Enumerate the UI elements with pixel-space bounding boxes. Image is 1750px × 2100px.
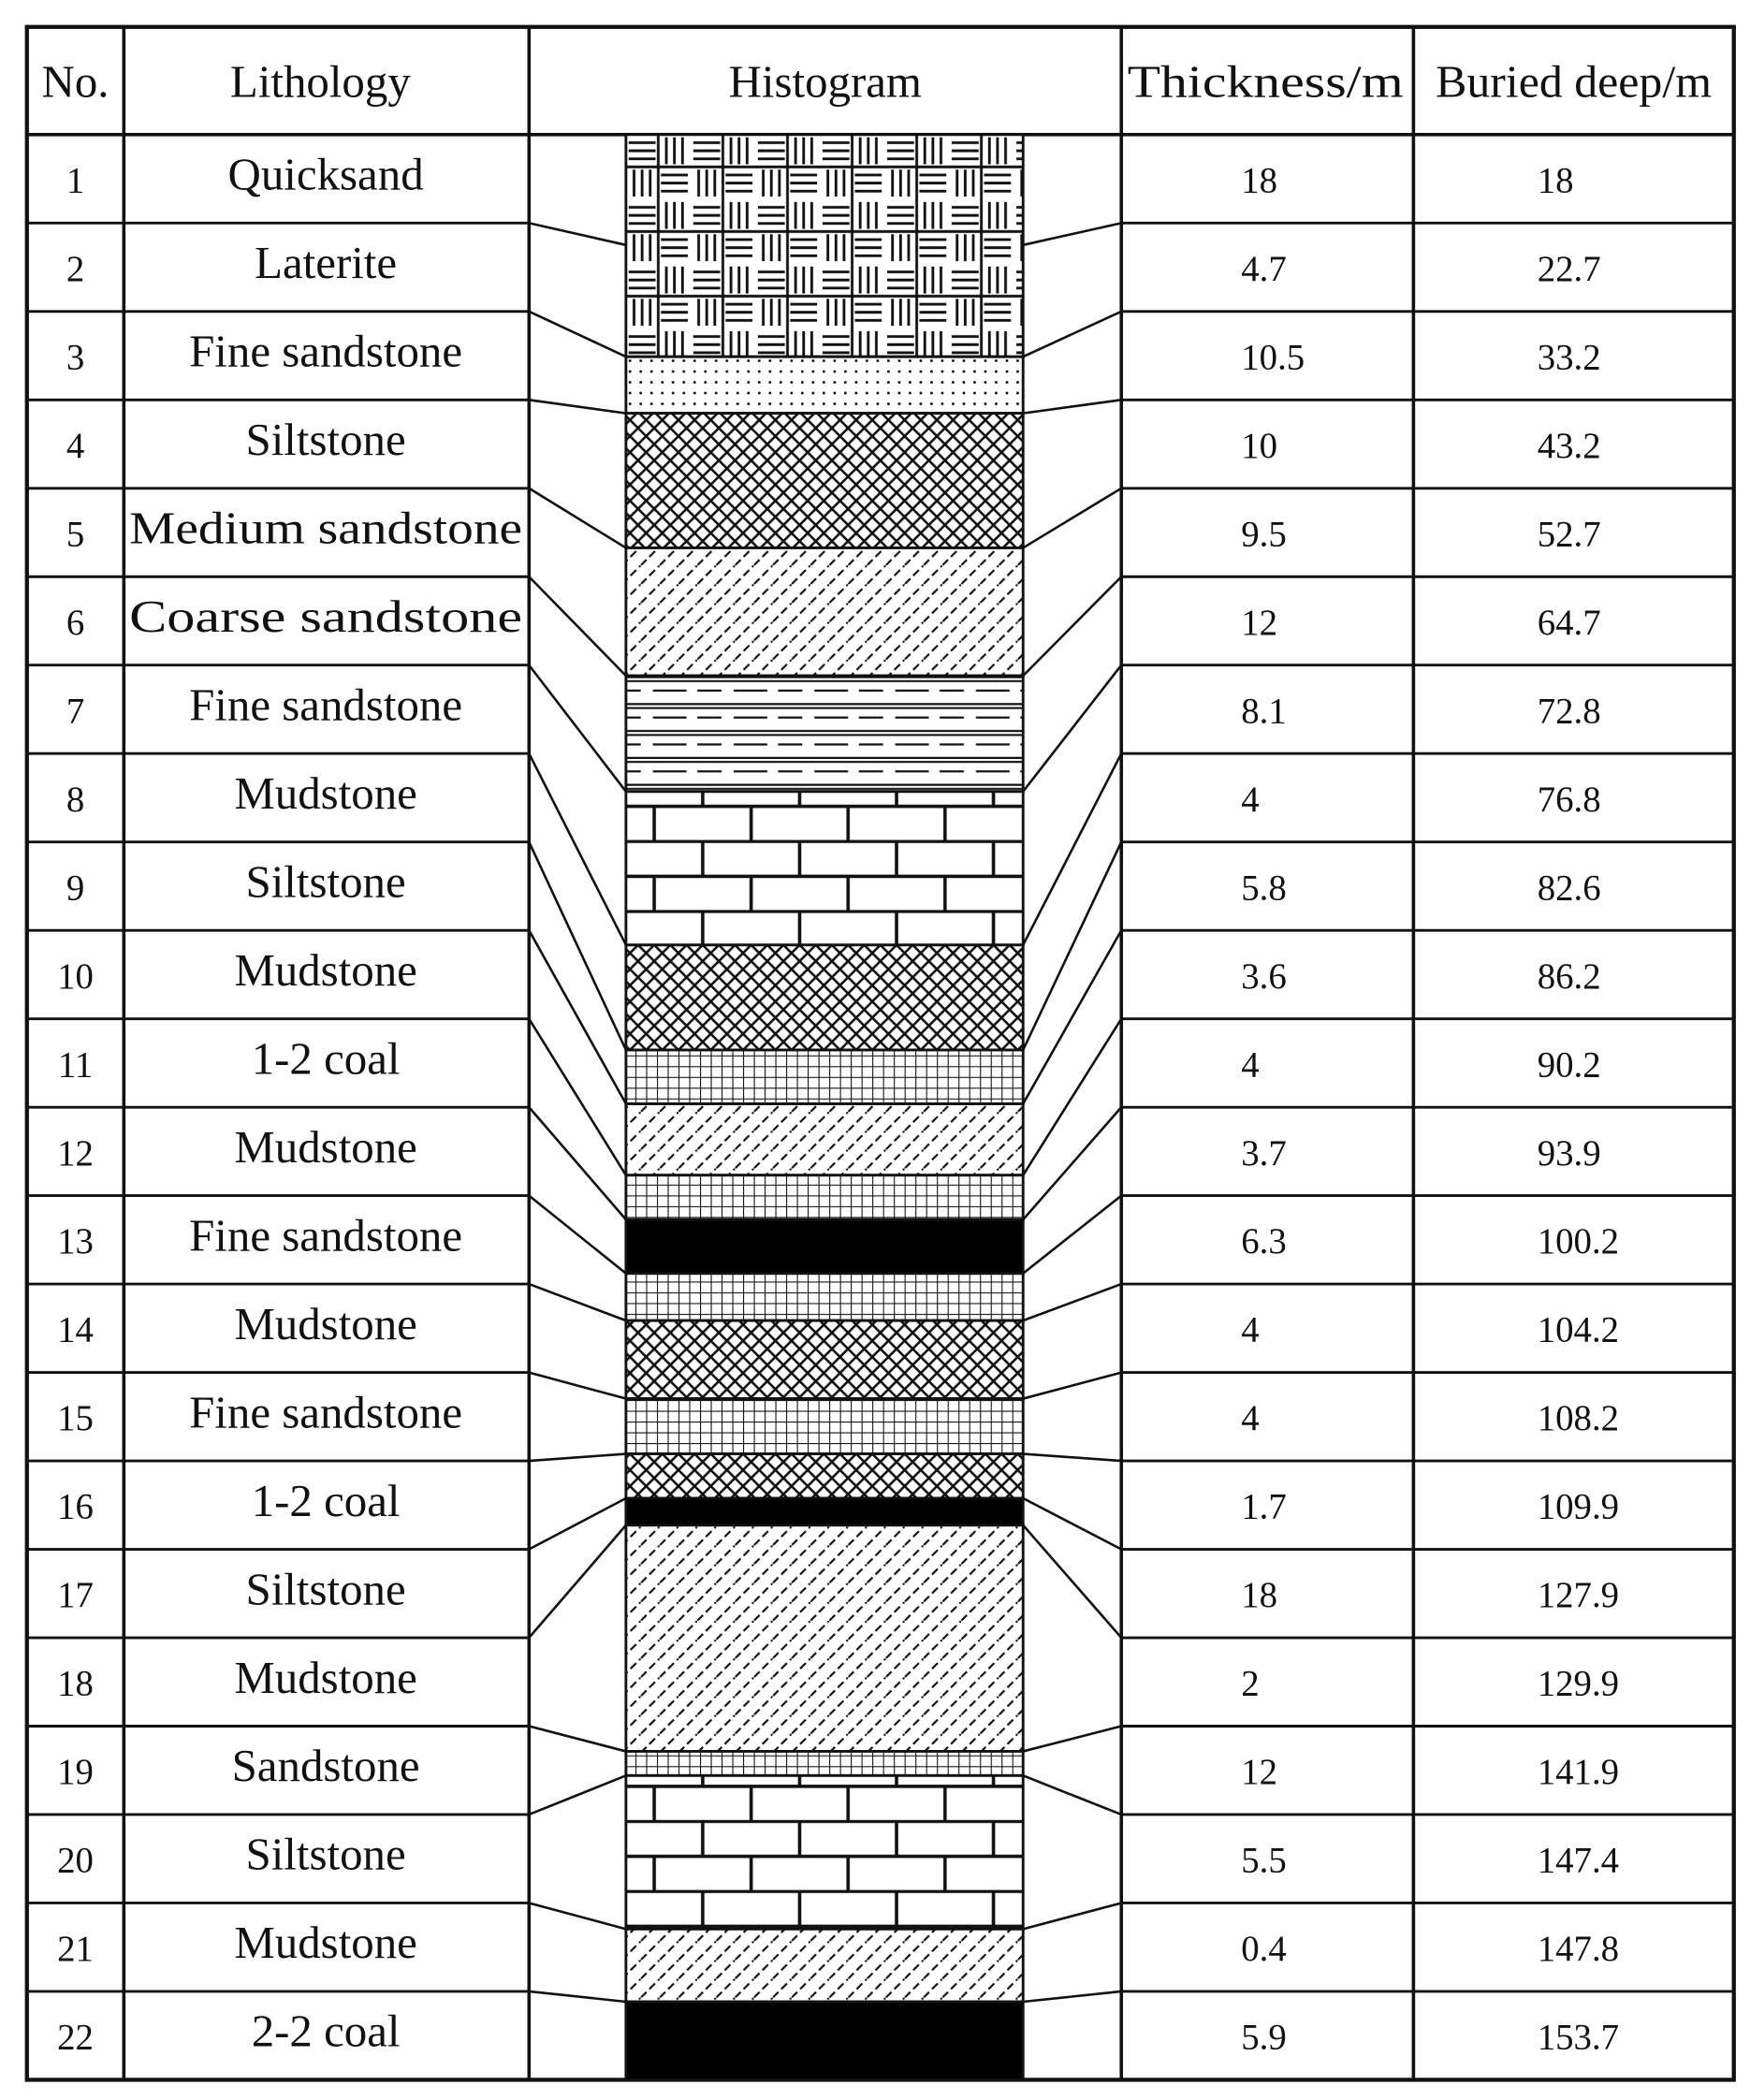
thickness-cell: 4 — [1241, 1398, 1260, 1439]
lithology-cell: Fine sandstone — [189, 1209, 463, 1261]
connector-line — [529, 312, 626, 357]
lithology-cell: Sandstone — [231, 1740, 420, 1792]
connector-line — [1023, 223, 1121, 244]
buried-depth-cell: 104.2 — [1537, 1309, 1620, 1350]
lithology-cell: Siltstone — [245, 1563, 406, 1615]
connector-line — [529, 1196, 626, 1274]
thickness-cell: 4.7 — [1241, 248, 1287, 289]
connector-line — [1023, 312, 1121, 357]
stratum-dots — [626, 357, 1023, 413]
connector-line — [529, 1991, 626, 2002]
connector-line — [529, 400, 626, 413]
row-number: 14 — [57, 1309, 94, 1350]
lithology-cell: 2-2 coal — [251, 2005, 401, 2057]
stratum-crosshatch — [626, 414, 1023, 548]
thickness-cell: 10.5 — [1241, 337, 1305, 378]
connector-line — [529, 1727, 626, 1752]
stratum-grid — [626, 1175, 1023, 1219]
stratum-grid — [626, 1050, 1023, 1104]
lithology-cell: Siltstone — [245, 414, 406, 466]
buried-depth-cell: 64.7 — [1537, 602, 1601, 643]
lithology-cell: Medium sandstone — [129, 502, 523, 554]
connector-line — [1023, 576, 1121, 676]
thickness-cell: 9.5 — [1241, 514, 1287, 555]
connector-line — [529, 1775, 626, 1815]
lithology-cell: 1-2 coal — [251, 1474, 401, 1526]
buried-depth-cell: 22.7 — [1537, 248, 1601, 289]
thickness-cell: 4 — [1241, 1044, 1260, 1086]
row-number: 22 — [57, 2017, 94, 2058]
connector-line — [529, 1373, 626, 1399]
connector-line — [529, 665, 626, 792]
row-number: 2 — [66, 248, 85, 289]
stratum-diagonal — [626, 547, 1023, 676]
buried-depth-cell: 127.9 — [1537, 1575, 1620, 1616]
thickness-cell: 12 — [1241, 1752, 1278, 1793]
buried-depth-cell: 72.8 — [1537, 691, 1601, 732]
row-number: 5 — [66, 514, 85, 555]
connector-line — [1023, 1107, 1121, 1219]
connector-line — [1023, 665, 1121, 792]
buried-depth-cell: 43.2 — [1537, 425, 1601, 466]
lithology-cell: Mudstone — [234, 1297, 417, 1349]
connector-line — [1023, 1373, 1121, 1399]
buried-depth-cell: 86.2 — [1537, 955, 1601, 997]
stratum-crosshatch — [626, 1454, 1023, 1498]
stratum-brick — [626, 792, 1023, 945]
row-number: 21 — [57, 1929, 94, 1970]
stratum-basket — [626, 135, 1023, 357]
stratum-solid — [626, 1498, 1023, 1525]
row-number: 18 — [57, 1663, 94, 1704]
buried-depth-cell: 147.4 — [1537, 1840, 1620, 1881]
thickness-cell: 1.7 — [1241, 1486, 1287, 1527]
stratum-grid — [626, 1274, 1023, 1320]
connector-line — [1023, 1196, 1121, 1274]
stratum-solid — [626, 2002, 1023, 2079]
lithology-cell: Mudstone — [234, 1120, 417, 1173]
thickness-cell: 8.1 — [1241, 691, 1287, 732]
thickness-cell: 3.6 — [1241, 955, 1287, 997]
thickness-cell: 12 — [1241, 602, 1278, 643]
thickness-cell: 10 — [1241, 425, 1278, 466]
stratum-diagonal — [626, 1525, 1023, 1752]
row-number: 3 — [66, 337, 85, 378]
stratum-crosshatch — [626, 1320, 1023, 1398]
stratum-brick — [626, 1775, 1023, 1929]
stratum-crosshatch — [626, 945, 1023, 1050]
buried-depth-cell: 129.9 — [1537, 1663, 1620, 1704]
row-number: 4 — [66, 425, 85, 466]
buried-depth-cell: 18 — [1537, 160, 1574, 201]
connector-line — [1023, 1991, 1121, 2002]
lithology-cell: Siltstone — [245, 855, 406, 908]
thickness-cell: 2 — [1241, 1663, 1260, 1704]
stratum-diagonal — [626, 1104, 1023, 1175]
buried-depth-cell: 100.2 — [1537, 1221, 1620, 1262]
row-number: 6 — [66, 602, 85, 643]
row-number: 13 — [57, 1221, 94, 1262]
stratum-grid — [626, 1751, 1023, 1775]
header-histogram: Histogram — [728, 55, 922, 108]
buried-depth-cell: 90.2 — [1537, 1044, 1601, 1086]
lithology-cell: Quicksand — [227, 148, 424, 200]
row-number: 12 — [57, 1132, 94, 1174]
buried-depth-cell: 82.6 — [1537, 868, 1601, 909]
lithology-cell: Mudstone — [234, 766, 417, 819]
lithology-cell: Siltstone — [245, 1828, 406, 1880]
header-buried: Buried deep/m — [1436, 55, 1713, 108]
connector-line — [1023, 753, 1121, 945]
thickness-cell: 3.7 — [1241, 1132, 1287, 1174]
connector-line — [1023, 1284, 1121, 1320]
connector-line — [1023, 1775, 1121, 1815]
connector-line — [529, 753, 626, 945]
connector-line — [1023, 489, 1121, 548]
row-number: 1 — [66, 160, 85, 201]
connector-line — [529, 223, 626, 244]
row-number: 8 — [66, 779, 85, 820]
row-number: 20 — [57, 1840, 94, 1881]
buried-depth-cell: 147.8 — [1537, 1929, 1620, 1970]
buried-depth-cell: 141.9 — [1537, 1752, 1620, 1793]
connector-line — [529, 1454, 626, 1462]
connector-line — [1023, 1727, 1121, 1752]
row-number: 16 — [57, 1486, 94, 1527]
connector-line — [529, 1903, 626, 1929]
thickness-cell: 5.8 — [1241, 868, 1287, 909]
thickness-cell: 0.4 — [1241, 1929, 1287, 1970]
buried-depth-cell: 33.2 — [1537, 337, 1601, 378]
histogram-column — [529, 135, 1121, 2080]
connector-line — [529, 1284, 626, 1320]
thickness-cell: 4 — [1241, 779, 1260, 820]
buried-depth-cell: 52.7 — [1537, 514, 1601, 555]
row-number: 17 — [57, 1575, 94, 1616]
row-number: 19 — [57, 1752, 94, 1793]
lithology-cell: Mudstone — [234, 1651, 417, 1703]
connector-line — [1023, 400, 1121, 413]
buried-depth-cell: 109.9 — [1537, 1486, 1620, 1527]
buried-depth-cell: 93.9 — [1537, 1132, 1601, 1174]
lithology-cell: Fine sandstone — [189, 1386, 463, 1438]
buried-depth-cell: 108.2 — [1537, 1398, 1620, 1439]
connector-line — [529, 1019, 626, 1175]
thickness-cell: 18 — [1241, 160, 1278, 201]
lithology-cell: Mudstone — [234, 943, 417, 996]
row-number: 9 — [66, 868, 85, 909]
stratum-grid — [626, 1399, 1023, 1454]
header-no: No. — [41, 55, 109, 108]
buried-depth-cell: 153.7 — [1537, 2017, 1620, 2058]
buried-depth-cell: 76.8 — [1537, 779, 1601, 820]
connector-line — [1023, 1454, 1121, 1462]
lithology-cell: Fine sandstone — [189, 325, 463, 377]
thickness-cell: 18 — [1241, 1575, 1278, 1616]
connector-line — [529, 489, 626, 548]
stratum-dashlines — [626, 676, 1023, 792]
thickness-cell: 5.9 — [1241, 2017, 1287, 2058]
connector-line — [1023, 1019, 1121, 1175]
row-number: 15 — [57, 1398, 94, 1439]
lithology-cell: Coarse sandstone — [129, 590, 523, 642]
thickness-cell: 4 — [1241, 1309, 1260, 1350]
row-number: 11 — [57, 1044, 94, 1086]
connector-line — [529, 1107, 626, 1219]
lithology-cell: Fine sandstone — [189, 678, 463, 731]
row-number: 10 — [57, 955, 94, 997]
lithology-cell: Laterite — [255, 237, 398, 289]
header-lithology: Lithology — [229, 55, 411, 108]
stratum-diagonal — [626, 1929, 1023, 2002]
header-thickness: Thickness/m — [1127, 55, 1404, 108]
connector-line — [1023, 1903, 1121, 1929]
row-number: 7 — [66, 691, 85, 732]
stratum-solid — [626, 1219, 1023, 1274]
lithology-cell: Mudstone — [234, 1917, 417, 1969]
lithology-cell: 1-2 coal — [251, 1032, 401, 1085]
thickness-cell: 6.3 — [1241, 1221, 1287, 1262]
thickness-cell: 5.5 — [1241, 1840, 1287, 1881]
connector-line — [529, 576, 626, 676]
